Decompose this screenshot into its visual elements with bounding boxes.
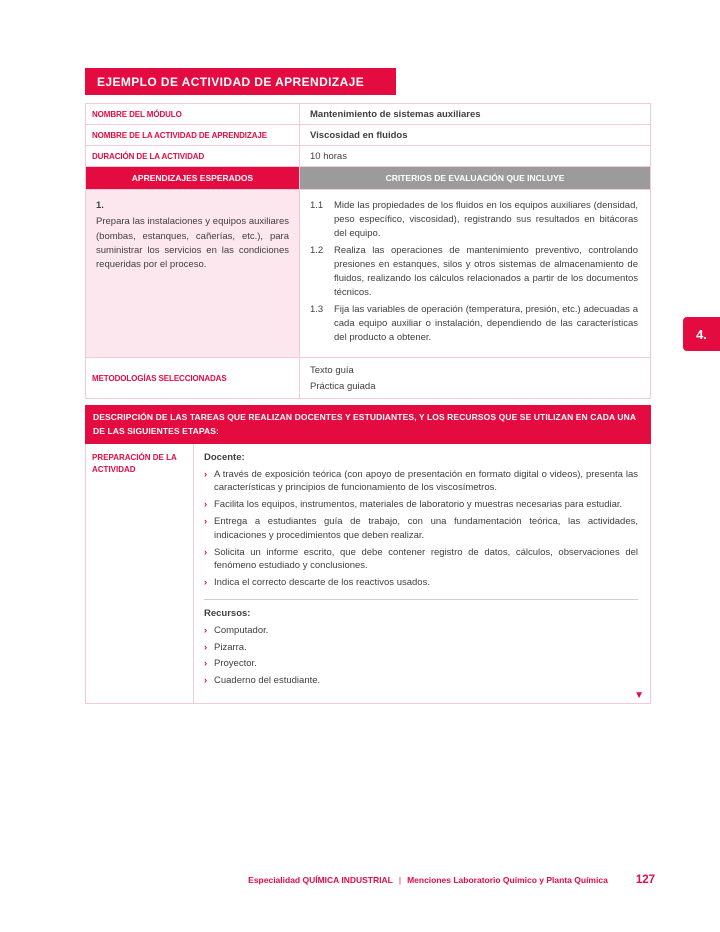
docente-heading: Docente:: [204, 451, 245, 463]
module-value: Mantenimiento de sistemas auxiliares: [310, 109, 481, 120]
chevron-bullet-icon: ›: [204, 641, 208, 653]
preparation-label: PREPARACIÓN DE LA ACTIVIDAD: [86, 444, 194, 703]
activity-name-label: NOMBRE DE LA ACTIVIDAD DE APRENDIZAJE: [86, 125, 300, 145]
list-item: [204, 576, 638, 590]
table-row-module: [86, 104, 650, 125]
list-item-text: A través de exposición teórica (con apoyo de presentación en formato digital o videos), presenta las características y principios de funcionamiento de los viscosímetros.: [214, 468, 638, 494]
criterion-number: 1.2: [310, 245, 324, 257]
page-content: [85, 68, 651, 704]
continuation-arrow-icon: ▼: [634, 689, 644, 701]
page-title: EJEMPLO DE ACTIVIDAD DE APRENDIZAJE: [85, 68, 396, 95]
list-item: [204, 641, 638, 655]
chevron-bullet-icon: ›: [204, 546, 208, 558]
chevron-bullet-icon: ›: [204, 577, 208, 589]
chevron-bullet-icon: ›: [204, 499, 208, 511]
expected-learning-number: 1.: [96, 200, 104, 211]
list-item: [204, 498, 638, 512]
list-item: [204, 657, 638, 671]
list-item-text: Entrega a estudiantes guía de trabajo, con una fundamentación teórica, las actividades, indicaciones y procedimientos que deben realizar.: [214, 516, 638, 541]
docente-list: [204, 468, 638, 590]
activity-name-value: Viscosidad en fluidos: [310, 130, 408, 141]
footer-mentions: Menciones Laboratorio Químico y Planta Química: [407, 875, 608, 885]
footer-specialty: Especialidad QUÍMICA INDUSTRIAL: [248, 875, 393, 885]
section-divider: [204, 599, 638, 600]
table-row-activity-name: [86, 125, 650, 146]
duration-value: 10 horas: [310, 151, 347, 162]
methodology-item: Práctica guiada: [310, 380, 376, 392]
table-header-row: [86, 167, 650, 190]
methodologies-label: METODOLOGÍAS SELECCIONADAS: [86, 358, 300, 397]
criterion-number: 1.3: [310, 304, 324, 316]
criterion-text: Mide las propiedades de los fluidos en los equipos auxiliares (densidad, peso específico, viscosidad), registrando sus resultados en bitácoras del equipo.: [334, 200, 638, 240]
criterion-item: [310, 244, 638, 300]
methodologies-row: [86, 358, 650, 397]
criterion-text: Realiza las operaciones de mantenimiento preventivo, controlando presiones en estanques, silos y otros sistemas de almacenamiento de fluidos, realizando los cálculos relacionados a partir de los documentos técnicos.: [334, 245, 638, 299]
chevron-bullet-icon: ›: [204, 624, 208, 636]
chevron-bullet-icon: ›: [204, 658, 208, 670]
criterion-item: [310, 199, 638, 241]
criterion-number: 1.1: [310, 200, 324, 211]
page-number: 127: [635, 874, 655, 886]
preparation-row: [85, 444, 651, 704]
list-item: [204, 515, 638, 543]
tasks-description-banner: DESCRIPCIÓN DE LAS TAREAS QUE REALIZAN DOCENTES Y ESTUDIANTES, Y LOS RECURSOS QUE SE UTILIZAN EN CADA UNA DE LAS SIGUIENTES ETAPAS:: [85, 405, 651, 444]
list-item: [204, 546, 638, 574]
list-item-text: Facilita los equipos, instrumentos, materiales de laboratorio y muestras necesarias para estudiar.: [214, 499, 623, 511]
methodology-item: Texto guía: [310, 365, 354, 377]
list-item: [204, 674, 638, 688]
list-item-text: Pizarra.: [214, 641, 247, 653]
list-item: [204, 468, 638, 496]
chevron-bullet-icon: ›: [204, 516, 208, 528]
preparation-content: [194, 444, 650, 703]
recursos-heading: Recursos:: [204, 607, 251, 619]
module-label: NOMBRE DEL MÓDULO: [86, 104, 300, 124]
footer-separator: |: [398, 875, 402, 885]
list-item: [204, 624, 638, 638]
list-item-text: Cuaderno del estudiante.: [214, 675, 321, 687]
list-item-text: Computador.: [214, 624, 269, 636]
criterion-text: Fija las variables de operación (temperatura, presión, etc.) adecuadas a cada equipo auxiliar o instalación, dependiendo de las características del producto a obtener.: [334, 304, 638, 344]
methodologies-value: [300, 358, 650, 397]
evaluation-criteria-header: CRITERIOS DE EVALUACIÓN QUE INCLUYE: [300, 167, 650, 189]
tasks-section: [85, 405, 651, 704]
page-footer: [85, 874, 655, 886]
criterion-item: [310, 303, 638, 345]
chapter-side-tab: 4.: [683, 317, 720, 351]
chevron-bullet-icon: ›: [204, 675, 208, 687]
recursos-list: [204, 624, 638, 688]
expected-learning-header: APRENDIZAJES ESPERADOS: [86, 167, 300, 189]
chevron-bullet-icon: ›: [204, 468, 208, 480]
expected-learning-text: Prepara las instalaciones y equipos auxiliares (bombas, estanques, cañerías, etc.), para suministrar los servicios en las condiciones requeridas por el proceso.: [96, 216, 289, 270]
list-item-text: Indica el correcto descarte de los reactivos usados.: [214, 577, 430, 589]
evaluation-criteria-cell: [300, 190, 650, 357]
learning-criteria-row: [86, 190, 650, 358]
table-row-duration: [86, 146, 650, 167]
list-item-text: Solicita un informe escrito, que debe contener registro de datos, cálculos, observaciones del fenómeno estudiado y conclusiones.: [214, 546, 638, 572]
duration-label: DURACIÓN DE LA ACTIVIDAD: [86, 146, 300, 166]
activity-table: [85, 103, 651, 399]
list-item-text: Proyector.: [214, 658, 257, 670]
expected-learning-cell: [86, 190, 300, 357]
